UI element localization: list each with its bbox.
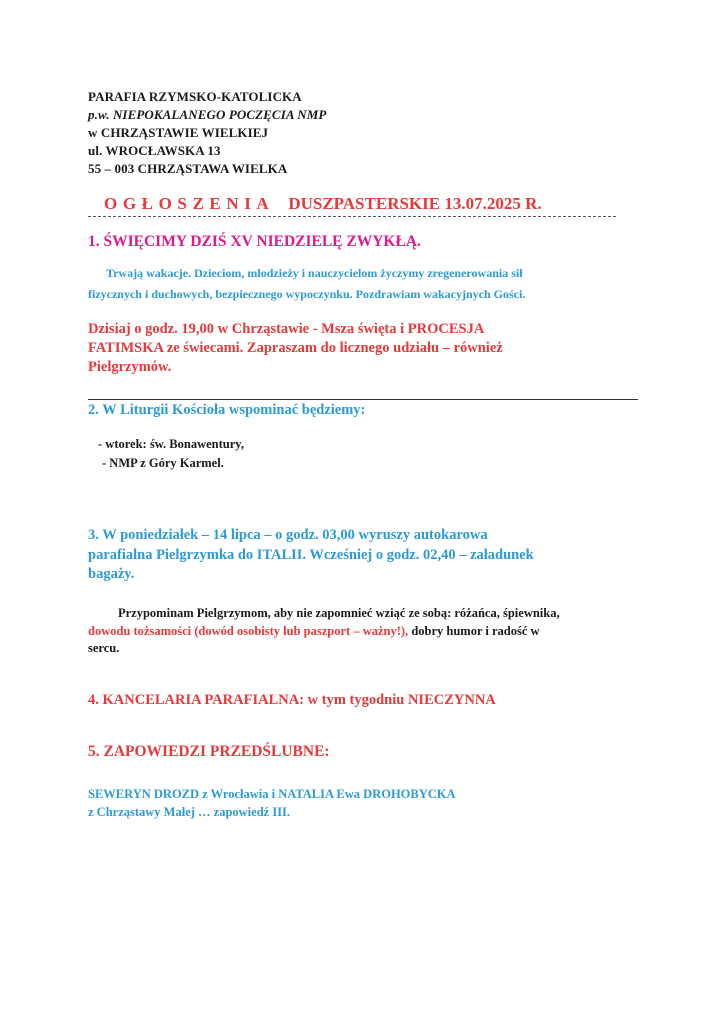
section1-paragraph1-line1: Trwają wakacje. Dzieciom, młodzieży i nauczycielom życzymy zregenerowania sił <box>106 266 523 280</box>
title-rest: DUSZPASTERSKIE 13.07.2025 R. <box>288 194 542 213</box>
parish-street: ul. WROCŁAWSKA 13 <box>88 143 221 158</box>
section2-item-2: - NMP z Góry Karmel. <box>102 456 224 470</box>
dashed-divider <box>88 216 616 217</box>
section1-paragraph2-line1: Dzisiaj o godz. 19,00 w Chrząstawie - Msza święta i PROCESJA <box>88 321 485 337</box>
section1-paragraph2-line3: Pielgrzymów. <box>88 359 172 375</box>
parish-name: PARAFIA RZYMSKO-KATOLICKA <box>88 89 302 104</box>
humor-reminder: dobry humor i radość w <box>408 624 540 638</box>
section5-line2: z Chrząstawy Małej … zapowiedź III. <box>88 805 291 819</box>
section1-heading: 1. ŚWIĘCIMY DZIŚ XV NIEDZIELĘ ZWYKŁĄ. <box>88 233 421 250</box>
section2-heading: 2. W Liturgii Kościoła wspominać będziemy: <box>88 402 366 418</box>
section5-heading: 5. ZAPOWIEDZI PRZEDŚLUBNE: <box>88 743 330 760</box>
documents-reminder: dowodu tożsamości (dowód osobisty lub paszport – ważny!), <box>88 624 409 638</box>
section3-line1: 3. W poniedziałek – 14 lipca – o godz. 03,00 wyruszy autokarowa <box>88 527 488 543</box>
parish-postcode: 55 – 003 CHRZĄSTAWA WIELKA <box>88 161 288 176</box>
section1-paragraph1-line2: fizycznych i duchowych, bezpiecznego wypoczynku. Pozdrawiam wakacyjnych Gości. <box>88 287 526 301</box>
page-title <box>104 194 542 214</box>
parish-dedication: p.w. NIEPOKALANEGO POCZĘCIA NMP <box>88 107 327 122</box>
section5-line1: SEWERYN DROZD z Wrocławia i NATALIA Ewa DROHOBYCKA <box>88 787 456 801</box>
section3-paragraph-line2 <box>88 624 540 639</box>
section-divider <box>88 399 638 400</box>
title-spaced: OGŁOSZENIA <box>104 194 275 213</box>
section2-item-1: - wtorek: św. Bonawentury, <box>98 437 244 451</box>
section3-line2: parafialna Pielgrzymka do ITALII. Wcześniej o godz. 02,40 – załadunek <box>88 547 534 563</box>
section3-paragraph-line3: sercu. <box>88 641 120 655</box>
parish-location: w CHRZĄSTAWIE WIELKIEJ <box>88 125 269 140</box>
section1-paragraph2-line2: FATIMSKA ze świecami. Zapraszam do licznego udziału – również <box>88 340 503 356</box>
section3-paragraph-line1: Przypominam Pielgrzymom, aby nie zapomnieć wziąć ze sobą: różańca, śpiewnika, <box>118 606 560 620</box>
section3-line3: bagaży. <box>88 566 135 582</box>
section4-heading: 4. KANCELARIA PARAFIALNA: w tym tygodniu NIECZYNNA <box>88 692 496 708</box>
